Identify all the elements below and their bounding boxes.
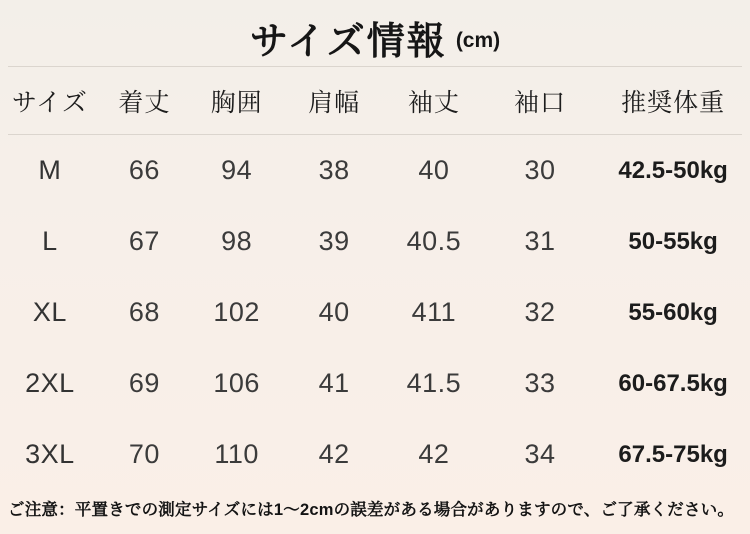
table-cell: 40 <box>418 155 450 185</box>
table-cell: 66 <box>128 155 160 185</box>
table-cell: 40.5 <box>406 226 462 256</box>
table-cell: 2XL <box>25 368 75 398</box>
footer-note-block <box>0 496 750 520</box>
table-cell: 106 <box>213 368 260 398</box>
header-cell-5: 袖口 <box>513 88 566 117</box>
table-cell: 3XL <box>25 439 75 469</box>
table-cell: 34 <box>524 439 556 469</box>
table-cell: 38 <box>318 155 350 185</box>
table-cell: 31 <box>524 226 556 256</box>
table-cell: 55-60kg <box>628 298 718 326</box>
table-cell: 70 <box>128 439 160 469</box>
table-cell: 30 <box>524 155 556 185</box>
table-cell: 41 <box>318 368 350 398</box>
header-cell-4: 袖丈 <box>407 88 460 117</box>
header-cell-2: 胸囲 <box>210 88 263 117</box>
table-cell: 40 <box>318 297 350 327</box>
table-cell: 98 <box>221 226 253 256</box>
table-cell: XL <box>32 297 67 327</box>
table-cell: 41.5 <box>406 368 462 398</box>
table-cell: 42.5-50kg <box>618 156 728 184</box>
header-cell-3: 肩幅 <box>308 88 361 117</box>
table-cell: 110 <box>214 439 259 469</box>
table-cell: 69 <box>128 368 160 398</box>
table-cell: 68 <box>128 297 160 327</box>
table-row-M <box>0 135 750 206</box>
table-cell: 60-67.5kg <box>618 369 728 397</box>
table-cell: 32 <box>524 297 556 327</box>
table-body <box>0 135 750 490</box>
table-header-row <box>0 67 750 134</box>
table-cell: 42 <box>418 439 450 469</box>
table-cell: 33 <box>524 368 556 398</box>
table-row-3XL <box>0 419 750 490</box>
header-cell-0: サイズ <box>11 88 88 117</box>
table-cell: 67 <box>128 226 160 256</box>
header-cell-6: 推奨体重 <box>621 88 726 117</box>
table-cell: M <box>38 155 62 185</box>
header-cell-1: 着丈 <box>118 88 171 117</box>
table-cell: 42 <box>318 439 350 469</box>
table-cell: L <box>42 226 58 256</box>
table-cell: 50-55kg <box>628 227 718 255</box>
footer-note: ご注意：平置きでの測定サイズには1～2cmの誤差がある場合がありますので、ご了承ください。 <box>8 501 735 519</box>
table-cell: 94 <box>221 155 253 185</box>
table-cell: 102 <box>213 297 260 327</box>
page-title: サイズ情報 <box>249 20 447 63</box>
table-cell: 39 <box>318 226 350 256</box>
table-cell: 67.5-75kg <box>618 440 728 468</box>
table-row-XL <box>0 277 750 348</box>
table-cell: 411 <box>411 297 457 327</box>
title-unit-label: (cm) <box>455 29 501 52</box>
title-block <box>0 0 750 66</box>
table-row-L <box>0 206 750 277</box>
table-row-2XL <box>0 348 750 419</box>
